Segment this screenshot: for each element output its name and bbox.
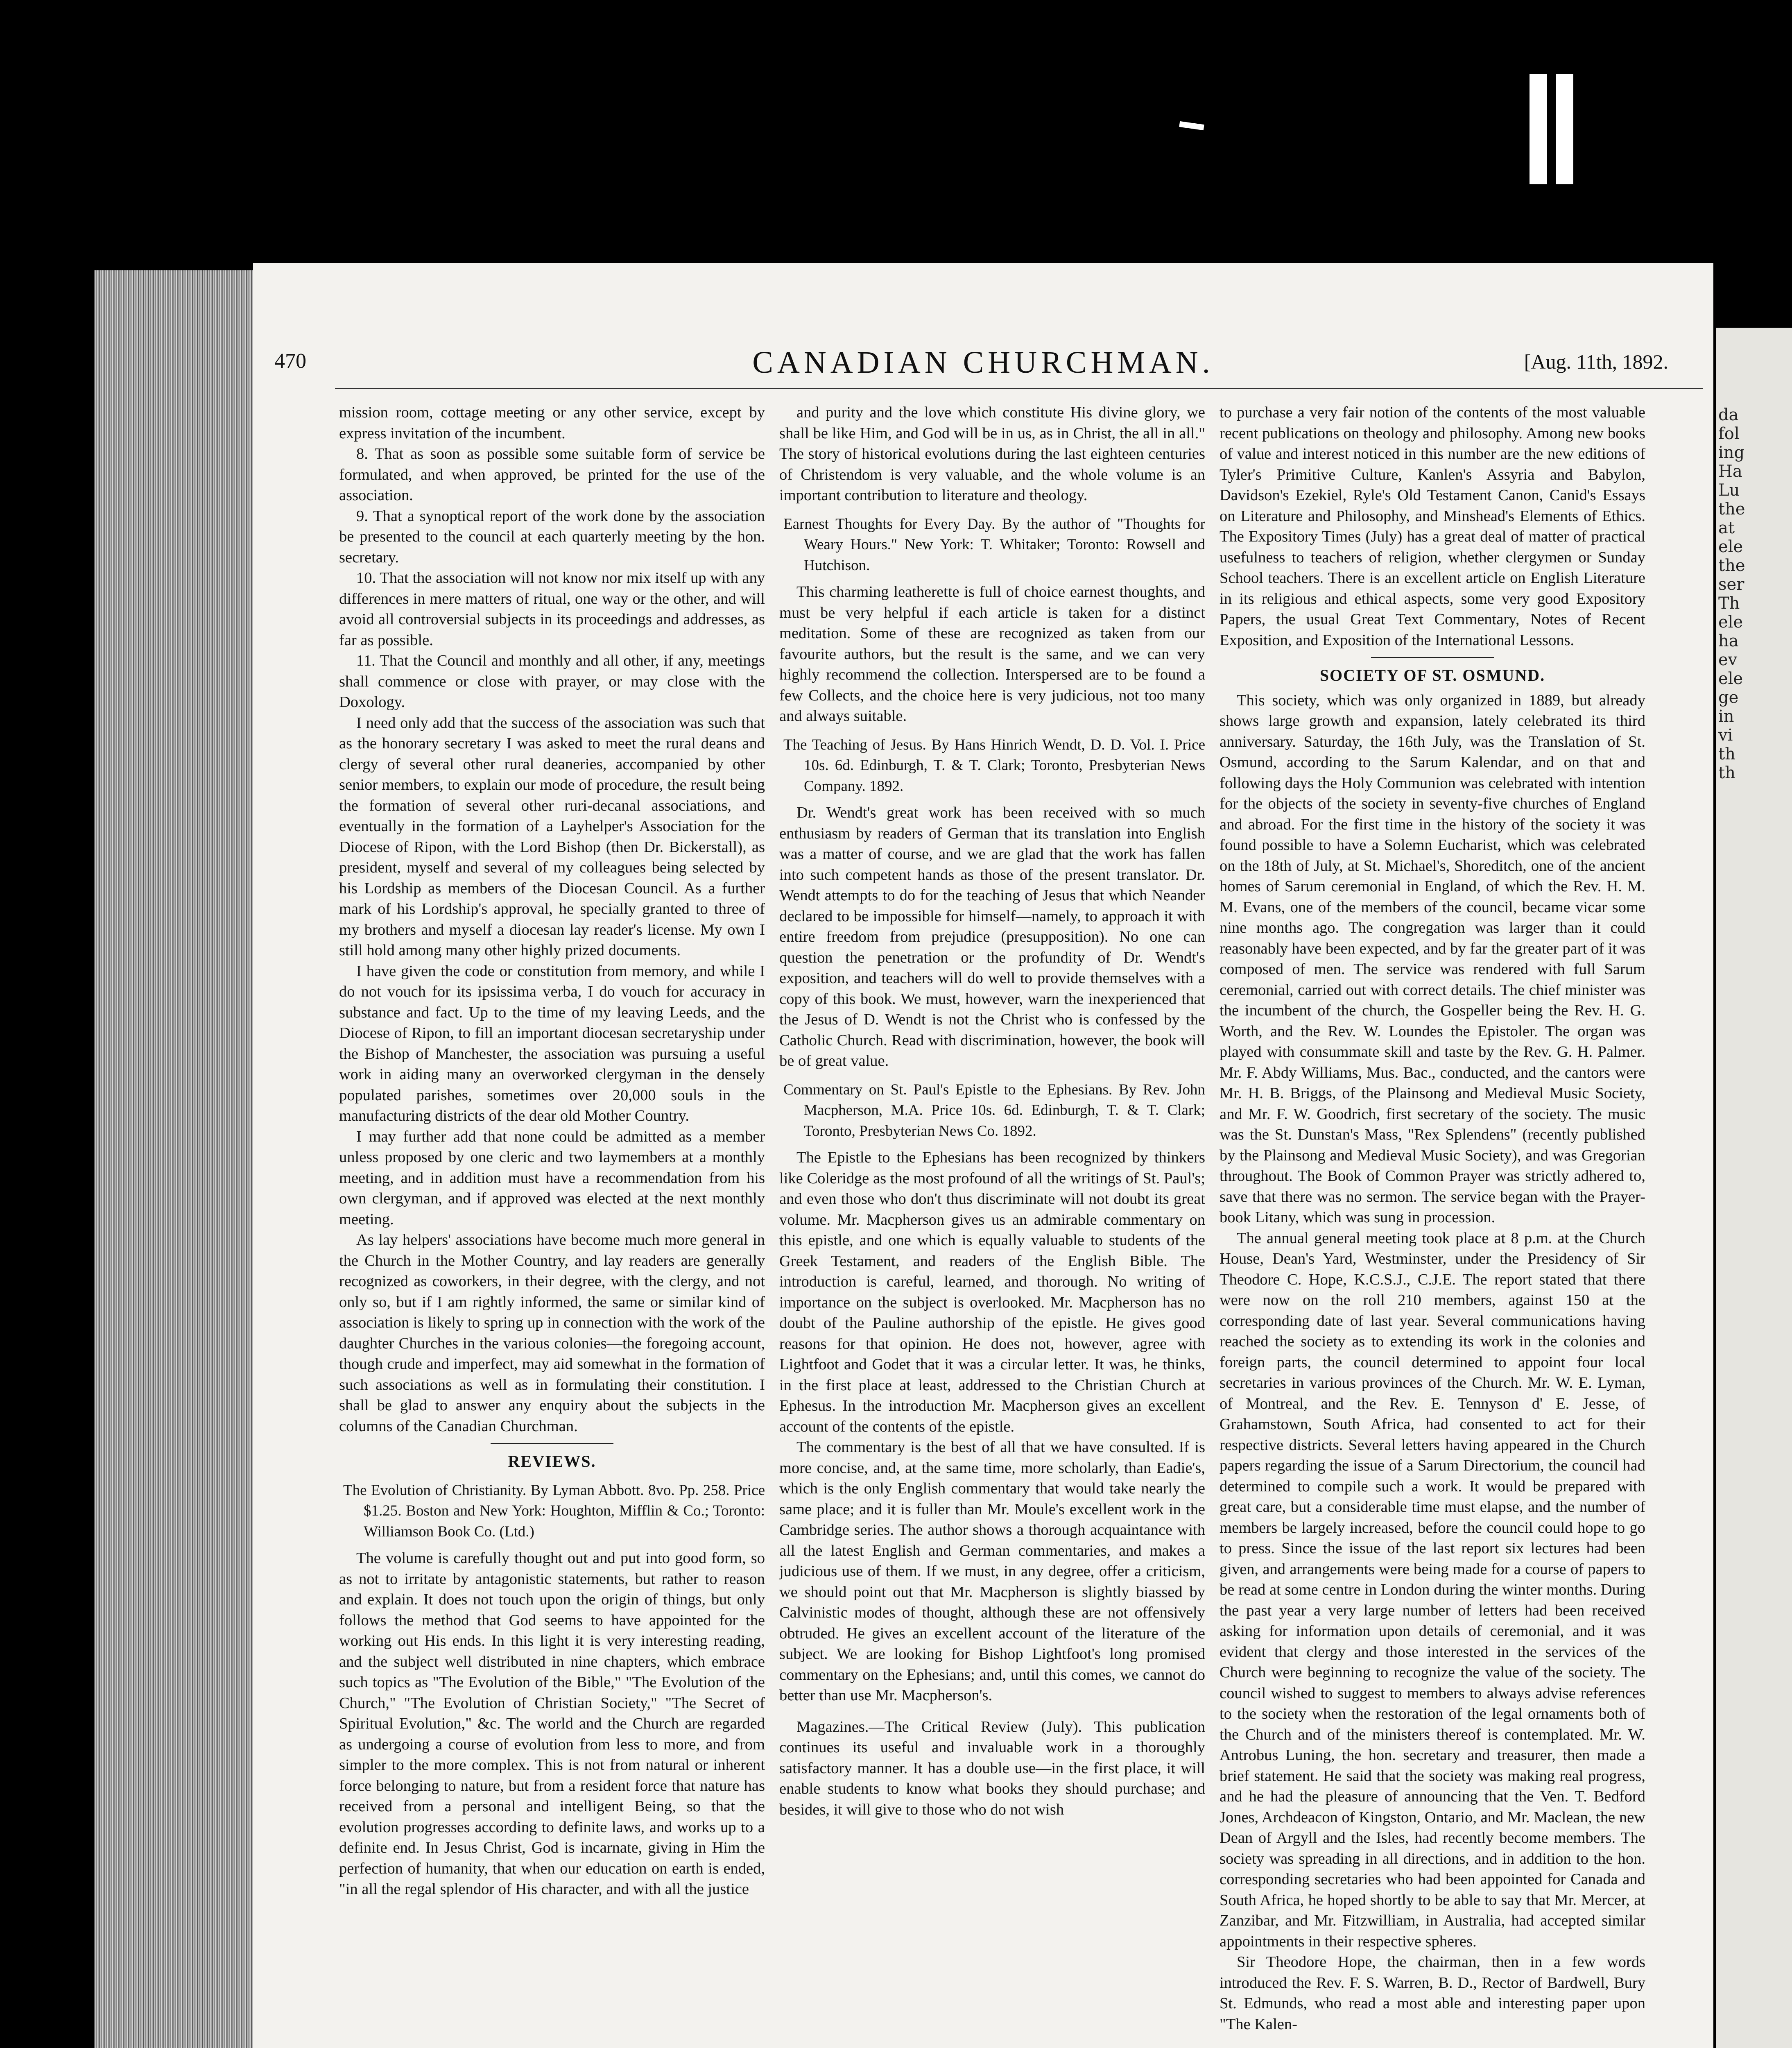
paragraph: Dr. Wendt's great work has been received with so much enthusiasm by readers of German that its translation into English was a matter of course, and we are glad that the work has fallen into such competent hands as those of the present translator. Dr. Wendt attempts to do for the teaching of Jesus that which Neander declared to be impossible for himself—namely, to approach it with entire freedom from prejudice (presupposition). No one can question the penetration or the profundity of Dr. Wendt's exposition, and teachers will do well to provide themselves with a copy of this book. We must, however, warn the inexperienced that the Jesus of D. Wendt is not the Christ who is confessed by the Catholic Church. Read with discrimination, however, the book will be of great value.	[779, 804, 1205, 1069]
column-2	[779, 402, 1205, 2048]
section-rule	[1371, 657, 1494, 658]
review-citation: The Teaching of Jesus. By Hans Hinrich Wendt, D. D. Vol. I. Price 10s. 6d. Edinburgh, T. & T. Clark; Toronto, Presbyterian News Company. 1892.	[783, 736, 1205, 795]
paragraph: 10. That the association will not know nor mix itself up with any differences in mere matters of ritual, one way or the other, and will avoid all controversial subjects in its proceedings and addresses, as far as possible.	[339, 569, 765, 649]
film-dash	[1179, 121, 1204, 130]
fragment: ele	[1718, 537, 1743, 556]
fragment: th	[1718, 763, 1735, 782]
paragraph: I have given the code or constitution from memory, and while I do not vouch for its ipsissima verba, I do vouch for accuracy in substance and fact. Up to the time of my leaving Leeds, and the Diocese of Ripon, to fill an important diocesan secretaryship under the Bishop of Manchester, the association was pursuing a useful work in aiding many an overworked clergyman in the densely populated parishes, sometimes over 20,000 souls in the manufacturing districts of the dear old Mother Country.	[339, 962, 765, 1124]
paragraph: I may further add that none could be admitted as a member unless proposed by one cleric and two laymembers at a monthly meeting, and in addition must have a recommendation from his own clergyman, and if approved was elected at the next monthly meeting.	[339, 1128, 765, 1228]
review-citation: Commentary on St. Paul's Epistle to the Ephesians. By Rev. John Macpherson, M.A. Price 10s. 6d. Edinburgh, T. & T. Clark; Toronto, Presbyterian News Co. 1892.	[783, 1081, 1205, 1140]
review-citation: The Evolution of Christianity. By Lyman Abbott. 8vo. Pp. 258. Price $1.25. Boston and New York: Houghton, Mifflin & Co.; Toronto: Williamson Book Co. (Ltd.)	[343, 1482, 765, 1540]
paragraph: The volume is carefully thought out and put into good form, so as not to irritate by antagonistic statements, but rather to reason and explain. It does not touch upon the origin of things, but only follows the method that God seems to have appointed for the working out His ends. In this light it is very interesting reading, and the subject well distributed in nine chapters, which embrace such topics as "The Evolution of the Bible," "The Evolution of the Church," "The Evolution of Christian Society," "The Secret of Spiritual Evolution," &c. The world and the Church are regarded as undergoing a course of evolution from less to more, and from simpler to the more complex. This is not from natural or inherent force belonging to nature, but from a resident force that nature has received from a personal and intelligent Being, so that the evolution progresses according to definite laws, and works up to a definite end. In Jesus Christ, God is incarnate, giving in Him the perfection of humanity, that when our education on earth is ended, "in all the regal splendor of His character, and with all the justice	[339, 1550, 765, 1898]
masthead-title: CANADIAN CHURCHMAN.	[752, 345, 1214, 380]
paragraph: This society, which was only organized in 1889, but already shows large growth and expansion, lately celebrated its third anniversary. Saturday, the 16th July, was the Translation of St. Osmund, according to the Sarum Kalendar, and on that and following days the Holy Communion was celebrated with intention for the objects of the society in seventy-five churches of England and abroad. For the first time in the history of the society it was found possible to have a Solemn Eucharist, which was celebrated on the 18th of July, at St. Michael's, Shoreditch, one of the ancient homes of Sarum ceremonial in England, of which the Rev. H. M. M. Evans, one of the members of the council, became vicar some nine months ago. The congregation was larger than it could reasonably have been expected, and by far the greater part of it was composed of men. The service was rendered with full Sarum ceremonial, carried out with correct details. The chief minister was the incumbent of the church, the Gospeller being the Rev. H. G. Worth, and the Rev. W. Loundes the Epistoler. The organ was played with consummate skill and taste by the Rev. G. H. Palmer. Mr. F. Abdy Williams, Mus. Bac., conducted, and the cantors were Mr. H. B. Briggs, of the Plainsong and Medieval Music Society, and Mr. F. W. Goodrich, first secretary of the society. The music was the St. Dunstan's Mass, "Rex Splendens" (recently published by the Plainsong and Medieval Music Society), and was Gregorian throughout. The Book of Common Prayer was strictly adhered to, save that there was no sermon. The service began with the Prayer-book Litany, which was sung in procession.	[1220, 691, 1645, 1226]
fragment: in	[1718, 707, 1734, 726]
fragment: at	[1718, 519, 1735, 537]
paragraph: As lay helpers' associations have become much more general in the Church in the Mother Country, and lay readers are generally recognized as coworkers, in their degree, with the clergy, and not only so, but if I am rightly informed, the same or similar kind of association is likely to spring up in connection with the work of the daughter Churches in the various colonies—the foregoing account, though crude and imperfect, may aid somewhat in the formation of such associations as well as in formulating their constitution. I shall be glad to answer any enquiry about the subjects in the columns of the Canadian Churchman.	[339, 1231, 765, 1435]
fragment: Ha	[1718, 462, 1742, 481]
paragraph: mission room, cottage meeting or any other service, except by express invitation of the incumbent.	[339, 404, 765, 442]
paragraph: Sir Theodore Hope, the chairman, then in a few words introduced the Rev. F. S. Warren, B. D., Rector of Bardwell, Bury St. Edmunds, who read a most able and interesting paper upon "The Kalen-	[1220, 1953, 1645, 2033]
fragment: ha	[1718, 632, 1739, 650]
issue-date: [Aug. 11th, 1892.	[1524, 350, 1668, 373]
section-heading-reviews: REVIEWS.	[508, 1452, 596, 1470]
paragraph: The commentary is the best of all that we have consulted. If is more concise, and, at the same time, more scholarly, than Eadie's, which is the only English commentary that would take nearly the same place; and it is fuller than Mr. Moule's excellent work in the Cambridge series. The author shows a thorough acquaintance with all the latest English and German commentaries, and makes a judicious use of them. If we must, in any degree, offer a criticism, we should point out that Mr. Macpherson is slightly biassed by Calvinistic modes of thought, although these are not offensively obtruded. He gives an excellent account of the literature of the subject. We are looking for Bishop Lightfoot's long promised commentary on the Ephesians; and, until this comes, we cannot do better than use Mr. Macpherson's.	[779, 1439, 1205, 1704]
fragment: da	[1718, 406, 1739, 424]
paragraph: I need only add that the success of the association was such that as the honorary secretary I was asked to meet the rural deans and clergy of several other rural deaneries, accompanied by other senior members, to explain our mode of procedure, the result being the formation of several other ruri-decanal associations, and eventually in the formation of a Layhelper's Association for the Diocese of Ripon, with the Lord Bishop (then Dr. Bickerstall), as president, myself and several of my colleagues being selected by his Lordship as members of the Diocesan Council. As a further mark of his Lordship's approval, he specially granted to three of my brothers and myself a diocesan lay reader's license. My own I still hold among many other highly prized documents.	[339, 714, 765, 959]
column-1	[339, 402, 765, 2048]
page-number: 470	[274, 349, 306, 373]
paragraph: The Epistle to the Ephesians has been recognized by thinkers like Coleridge as the most profound of all the writings of St. Paul's; and even those who don't thus discriminate will not doubt its great volume. Mr. Macpherson gives us an admirable commentary on this epistle, and one which is equally valuable to students of the Greek Testament, and readers of the English Bible. The introduction is careful, learned, and thorough. No writing of importance on the subject is overlooked. Mr. Macpherson has no doubt of the Pauline authorship of the epistle. He gives good reasons for that opinion. He does not, however, agree with Lightfoot and Godet that it was a circular letter. It was, he thinks, in the first place at least, addressed to the Christian Church at Ephesus. In the introduction Mr. Macpherson gives an excellent account of the contents of the epistle.	[779, 1149, 1205, 1435]
paragraph: to purchase a very fair notion of the contents of the most valuable recent publications on theology and philosophy. Among new books of value and interest noticed in this number are the new editions of Tyler's Primitive Culture, Kanlen's Assyria and Babylon, Davidson's Ezekiel, Ryle's Old Testament Canon, Canid's Essays on Literature and Philosophy, and Minshead's Elements of Ethics. The Expository Times (July) has a great deal of matter of practical usefulness to teachers of religion, whether clergymen or Sunday School teachers. There is an excellent article on English Literature in its religious and ethical aspects, some very good Expository Papers, the usual Great Text Commentary, Notes of Recent Exposition, and Exposition of the International Lessons.	[1220, 404, 1645, 649]
fragment: Th	[1718, 594, 1740, 613]
header-rule	[335, 388, 1703, 389]
book-fore-edge	[94, 270, 254, 2048]
fragment: ing	[1718, 443, 1745, 462]
fragment: ev	[1718, 650, 1738, 669]
facing-page-edge	[1716, 328, 1792, 2048]
fragment: Lu	[1718, 481, 1740, 500]
section-heading-st-osmund: SOCIETY OF ST. OSMUND.	[1319, 666, 1545, 684]
fragment: ge	[1718, 688, 1739, 707]
section-rule	[491, 1443, 613, 1444]
fragment: ele	[1718, 669, 1743, 688]
paragraph: 11. That the Council and monthly and all other, if any, meetings shall commence or close with prayer, or may close with the Doxology.	[339, 652, 765, 711]
fragment: the	[1718, 556, 1745, 575]
film-mark-top	[1530, 74, 1547, 184]
newspaper-page	[253, 263, 1713, 2048]
paragraph: This charming leatherette is full of choice earnest thoughts, and must be very helpful if each article is taken for a distinct meditation. Some of these are recognized as taken from our favourite authors, but the result is the same, and we can very highly recommend the collection. Interspersed are to be found a few Collects, and the choice here is very judicious, not too many and always suitable.	[779, 583, 1205, 725]
fragment: th	[1718, 745, 1735, 763]
paragraph: and purity and the love which constitute His divine glory, we shall be like Him, and God will be in us, as in Christ, the all in all." The story of historical evolutions during the last eighteen centuries of Christendom is very valuable, and the whole volume is an important contribution to literature and theology.	[779, 404, 1205, 504]
review-citation: Earnest Thoughts for Every Day. By the author of "Thoughts for Weary Hours." New York: T. Whitaker; Toronto: Rowsell and Hutchison.	[783, 515, 1205, 574]
column-3	[1220, 402, 1645, 2048]
paragraph: 8. That as soon as possible some suitable form of service be formulated, and when approved, be printed for the use of the association.	[339, 445, 765, 504]
page-header	[253, 345, 1713, 378]
fragment: fol	[1718, 424, 1740, 443]
fragment: ser	[1718, 575, 1744, 594]
fragment: the	[1718, 500, 1745, 519]
paragraph: Magazines.—The Critical Review (July). This publication continues its useful and invaluable work in a thoroughly satisfactory manner. It has a double use—in the first place, it will enable students to know what books they should purchase; and besides, it will give to those who do not wish	[779, 1718, 1205, 1818]
fragment: vi	[1718, 726, 1733, 745]
paragraph: 9. That a synoptical report of the work done by the association be presented to the council at each quarterly meeting by the hon. secretary.	[339, 507, 765, 566]
paragraph: The annual general meeting took place at 8 p.m. at the Church House, Dean's Yard, Westminster, under the Presidency of Sir Theodore C. Hope, K.C.S.J., C.J.E. The report stated that there were now on the roll 210 members, against 150 at the corresponding date of last year. Several communications having reached the society as to extending its work in the colonies and foreign parts, the council determined to appoint four local secretaries in various provinces of the Church. Mr. W. E. Lyman, of Montreal, and the Rev. E. Tennyson d' E. Jesse, of Grahamstown, South Africa, had consented to act for their respective districts. Several letters having appeared in the Church papers regarding the issue of a Sarum Directorium, the council had determined to compile such a work. It would be prepared with great care, but a considerable time must elapse, and the number of members be largely increased, before the council could hope to go to press. Since the issue of the last report six lectures had been given, and arrangements were being made for a course of papers to be read at some centre in London during the winter months. During the past year a very large number of letters had been received asking for information upon details of ceremonial, and it was evident that clergy and those interested in the services of the Church were beginning to recognize the value of the society. The council wished to suggest to members to always advise references to the society when the restoration of the legal ornaments both of the Church and of the ministers thereof is contemplated. Mr. W. Antrobus Luning, the hon. secretary and treasurer, then made a brief statement. He said that the society was making real progress, and he had the pleasure of announcing that the Ven. T. Bedford Jones, Archdeacon of Kingston, Ontario, and Mr. Maclean, the new Dean of Argyll and the Isles, had recently become members. The society was spreading in all directions, and in addition to the hon. corresponding secretaries who had been appointed for Canada and South Africa, he hoped shortly to be able to say that Mr. Mercer, at Zanzibar, and Mr. Fitzwilliam, in Australia, had accepted similar appointments in their respective spheres.	[1220, 1229, 1645, 1950]
fragment: ele	[1718, 613, 1743, 632]
film-mark-top	[1556, 74, 1573, 184]
